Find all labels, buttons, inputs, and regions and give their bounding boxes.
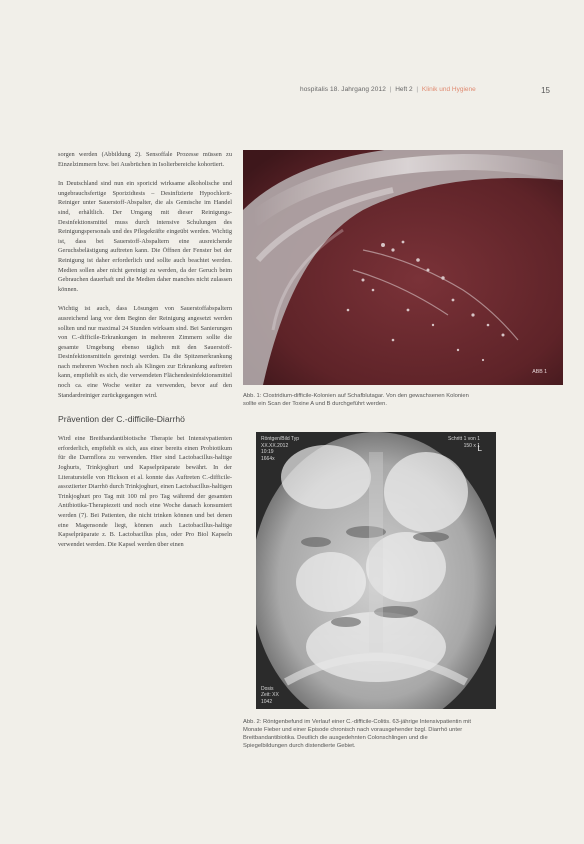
section-label: Klinik und Hygiene bbox=[421, 86, 476, 93]
header-separator: | bbox=[414, 86, 420, 93]
xray-info-line: 10:19 bbox=[261, 449, 274, 455]
xray-info-line: Schritt 1 von 1 bbox=[448, 436, 480, 442]
figure-2-caption: Abb. 2: Röntgenbefund im Verlauf einer C.-difficile-Colitis. 63-jährige Intensivpatientin mit Monate Fieber und einer Episode chronisch nach vorausgehender bzgl. Diarrhö unter Breitbandantibiotika. Deutlich die ausgedehnten Colonschlingen und die Spiegelbildungen durch distendierte Gebiet. bbox=[243, 719, 472, 749]
xray-info-top-right bbox=[448, 436, 480, 449]
xray-info-line: 1042 bbox=[261, 698, 273, 705]
xray-info-line: 150 x 1 bbox=[463, 442, 480, 449]
header-separator: | bbox=[387, 86, 394, 93]
xray-image bbox=[256, 432, 496, 709]
xray-info-bottom-left bbox=[261, 686, 279, 706]
xray-info-line: 1664x bbox=[261, 455, 275, 462]
paragraph: In Deutschland sind nun ein sporicid wirksame alkoholische und ungebrauchsfertige Sporizidtests – Desinfizierte Hypochlorit-Reiniger unter Sauerstoff-Abspalter, die als Gemische im Handel sind, erhältlich. Der Umgang mit dieser Reinigungs-Desinfektionsmittel muss durch intensive Schulungen des Reinigungspersonals und des Pflegekräfte eingeübt werden. Wichtig ist, dass bei Sauerstoff-Abspaltern eine ausreichende Geruchsbelästigung auftreten kann. Die Öffnen der Fenster bei der Reinigung ist daher erforderlich und sollte auch beachtet werden. Medien sollen aber nicht gereinigt zu werden, da der Geruch beim Gebrauchen dauerhaft und die Medien daher manches nicht zulassen können. bbox=[58, 180, 232, 293]
issue-label: Heft 2 bbox=[395, 86, 413, 93]
paragraph: Wichtig ist auch, dass Lösungen von Sauerstoffabspaltern ausreichend lang vor dem Beginn der Reinigung angesetzt werden sollten und nur maximal 24 Stunden wirksam sind. Bei Sanierungen von C.-difficile-Erkrankungen in mehreren Zimmern sollte die gesamte Umgebung ebenso täglich mit den Sauerstoff-Desinfektionsmitteln gereinigt werden. Da die Spitzenerkrankung nach mehreren Wochen noch als Klingen zur Erkrankung auftreten kann, empfiehlt es sich, die verwendeten Flächendesinfektionsmittel noch ca. eine Woche weiter zu verwenden, bevor auf den Standardreiniger zurückgegangen wird. bbox=[58, 305, 232, 399]
xray-info-top-left bbox=[261, 436, 299, 462]
page-header bbox=[300, 86, 550, 93]
abdominal-xray bbox=[256, 432, 496, 709]
figure-1-caption: Abb. 1: Clostridium-difficile-Kolonien auf Schafblutagar. Von den gewachsenen Kolonien sollte ein Scan der Toxine A und B durchgeführt werden. bbox=[243, 393, 469, 407]
xray-info-line: Dosis bbox=[261, 685, 274, 692]
section-heading: Prävention der C.-difficile-Diarrhö bbox=[58, 414, 185, 425]
figure-label: ABB 1 bbox=[532, 369, 547, 375]
agar-plate-photo bbox=[243, 150, 563, 385]
xray-info-line: Röntgen/Bild Typ bbox=[261, 436, 299, 442]
page-number: 15 bbox=[541, 86, 550, 95]
left-text-column bbox=[58, 150, 232, 559]
paragraph: sorgen werden (Abbildung 2). Sensoffale Prozesse müssen zu Einzelzimmern bzw. bei Ausbrüchen in Isolierbereiche kohortiert. bbox=[58, 151, 232, 168]
xray-info-line: XX.XX.2012 bbox=[261, 442, 289, 449]
agar-plate-image bbox=[243, 150, 563, 385]
paragraph: Wird eine Breitbandantibiotische Therapie bei Intensivpatienten erforderlich, empfiehlt es sich, aus einer bereits einen Probiotikum für die Darmflora zu verwenden. Hier sind Lactobacillus-haltige Joghurts, Trinkjoghurt und Kapselpräparate bewährt. In der Literaturstelle von Hickson et al. konnte das Auftreten C.-difficile-assoziierter Diarrhö durch Trinkjoghurt, einen Lactobacillus-haltigen Trinkjoghurt pro Tag mit 100 ml pro Tag während der gesamten Antibiotika-Therapiezeit und noch eine Woche danach konsumiert werden (7). Bei Patienten, die nicht trinken können und bei denen eine Magensonde liegt, können auch Lactobacillus-haltige Kapselpräparate z. B. Lactobacillus plus, oder Pro Biol Kapseln verwendet werden. Die Kapsel werden über einen bbox=[58, 435, 232, 548]
xray-info-line: Zeit: XX bbox=[261, 692, 279, 698]
xray-side-marker: L bbox=[477, 444, 482, 453]
journal-title: hospitalis 18. Jahrgang 2012 bbox=[300, 86, 386, 93]
